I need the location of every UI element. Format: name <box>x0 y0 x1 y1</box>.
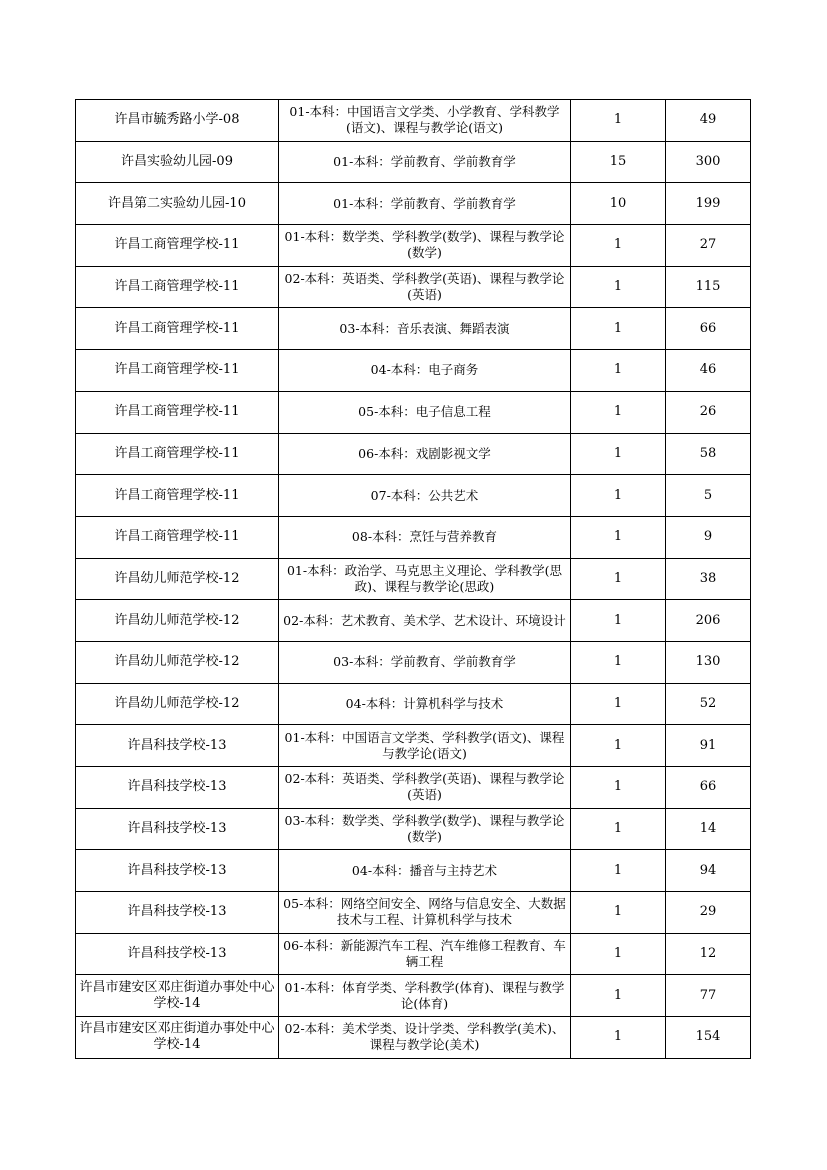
applicant-count-cell: 14 <box>666 808 751 850</box>
subject-cell: 03-本科：音乐表演、舞蹈表演 <box>279 308 571 350</box>
table-row <box>76 516 751 558</box>
applicant-count-cell: 206 <box>666 600 751 642</box>
plan-count-cell: 1 <box>571 100 666 142</box>
table-row <box>76 100 751 142</box>
subject-cell: 01-本科：政治学、马克思主义理论、学科教学(思政)、课程与教学论(思政) <box>279 558 571 600</box>
table-row <box>76 933 751 975</box>
applicant-count-cell: 58 <box>666 433 751 475</box>
school-cell: 许昌科技学校-13 <box>76 933 279 975</box>
subject-cell: 04-本科：计算机科学与技术 <box>279 683 571 725</box>
plan-count-cell: 1 <box>571 558 666 600</box>
plan-count-cell: 1 <box>571 516 666 558</box>
plan-count-cell: 1 <box>571 850 666 892</box>
applicant-count-cell: 9 <box>666 516 751 558</box>
applicant-count-cell: 46 <box>666 350 751 392</box>
applicant-count-cell: 27 <box>666 225 751 267</box>
subject-cell: 03-本科：学前教育、学前教育学 <box>279 641 571 683</box>
subject-cell: 03-本科：数学类、学科教学(数学)、课程与教学论(数学) <box>279 808 571 850</box>
table-row <box>76 725 751 767</box>
applicant-count-cell: 154 <box>666 1017 751 1059</box>
plan-count-cell: 1 <box>571 308 666 350</box>
school-cell: 许昌工商管理学校-11 <box>76 391 279 433</box>
applicant-count-cell: 29 <box>666 892 751 934</box>
school-cell: 许昌幼儿师范学校-12 <box>76 683 279 725</box>
school-cell: 许昌科技学校-13 <box>76 850 279 892</box>
school-cell: 许昌科技学校-13 <box>76 725 279 767</box>
subject-cell: 01-本科：学前教育、学前教育学 <box>279 183 571 225</box>
school-cell: 许昌幼儿师范学校-12 <box>76 558 279 600</box>
plan-count-cell: 1 <box>571 433 666 475</box>
school-cell: 许昌工商管理学校-11 <box>76 225 279 267</box>
school-cell: 许昌工商管理学校-11 <box>76 475 279 517</box>
school-cell: 许昌第二实验幼儿园-10 <box>76 183 279 225</box>
table-row <box>76 308 751 350</box>
table-row <box>76 600 751 642</box>
plan-count-cell: 1 <box>571 475 666 517</box>
school-cell: 许昌科技学校-13 <box>76 808 279 850</box>
subject-cell: 02-本科：美术学类、设计学类、学科教学(美术)、课程与教学论(美术) <box>279 1017 571 1059</box>
school-cell: 许昌科技学校-13 <box>76 892 279 934</box>
subject-cell: 06-本科：戏剧影视文学 <box>279 433 571 475</box>
applicant-count-cell: 66 <box>666 308 751 350</box>
plan-count-cell: 1 <box>571 1017 666 1059</box>
applicant-count-cell: 199 <box>666 183 751 225</box>
applicant-count-cell: 52 <box>666 683 751 725</box>
plan-count-cell: 1 <box>571 225 666 267</box>
applicant-count-cell: 94 <box>666 850 751 892</box>
plan-count-cell: 1 <box>571 266 666 308</box>
subject-cell: 05-本科：电子信息工程 <box>279 391 571 433</box>
subject-cell: 01-本科：中国语言文学类、小学教育、学科教学(语文)、课程与教学论(语文) <box>279 100 571 142</box>
table-row <box>76 975 751 1017</box>
school-cell: 许昌工商管理学校-11 <box>76 516 279 558</box>
plan-count-cell: 1 <box>571 975 666 1017</box>
subject-cell: 08-本科：烹饪与营养教育 <box>279 516 571 558</box>
school-cell: 许昌市毓秀路小学-08 <box>76 100 279 142</box>
subject-cell: 04-本科：电子商务 <box>279 350 571 392</box>
school-cell: 许昌工商管理学校-11 <box>76 350 279 392</box>
table-row <box>76 266 751 308</box>
school-cell: 许昌工商管理学校-11 <box>76 433 279 475</box>
plan-count-cell: 1 <box>571 600 666 642</box>
plan-count-cell: 1 <box>571 933 666 975</box>
applicant-count-cell: 38 <box>666 558 751 600</box>
subject-cell: 01-本科：学前教育、学前教育学 <box>279 141 571 183</box>
school-cell: 许昌科技学校-13 <box>76 767 279 809</box>
applicant-count-cell: 12 <box>666 933 751 975</box>
subject-cell: 07-本科：公共艺术 <box>279 475 571 517</box>
plan-count-cell: 10 <box>571 183 666 225</box>
table-row <box>76 225 751 267</box>
subject-cell: 04-本科：播音与主持艺术 <box>279 850 571 892</box>
subject-cell: 06-本科：新能源汽车工程、汽车维修工程教育、车辆工程 <box>279 933 571 975</box>
applicant-count-cell: 77 <box>666 975 751 1017</box>
plan-count-cell: 1 <box>571 350 666 392</box>
plan-count-cell: 1 <box>571 725 666 767</box>
table-row <box>76 767 751 809</box>
applicant-count-cell: 49 <box>666 100 751 142</box>
table-row <box>76 475 751 517</box>
plan-count-cell: 1 <box>571 641 666 683</box>
school-cell: 许昌工商管理学校-11 <box>76 266 279 308</box>
school-cell: 许昌工商管理学校-11 <box>76 308 279 350</box>
subject-cell: 01-本科：体育学类、学科教学(体育)、课程与教学论(体育) <box>279 975 571 1017</box>
table-row <box>76 808 751 850</box>
subject-cell: 01-本科：中国语言文学类、学科教学(语文)、课程与教学论(语文) <box>279 725 571 767</box>
subject-cell: 05-本科：网络空间安全、网络与信息安全、大数据技术与工程、计算机科学与技术 <box>279 892 571 934</box>
table-body <box>76 100 751 1059</box>
plan-count-cell: 1 <box>571 767 666 809</box>
table-row <box>76 391 751 433</box>
plan-count-cell: 1 <box>571 683 666 725</box>
table-row <box>76 1017 751 1059</box>
school-cell: 许昌市建安区邓庄街道办事处中心学校-14 <box>76 975 279 1017</box>
table-row <box>76 558 751 600</box>
table-row <box>76 892 751 934</box>
applicant-count-cell: 300 <box>666 141 751 183</box>
table-row <box>76 683 751 725</box>
applicant-count-cell: 91 <box>666 725 751 767</box>
applicant-count-cell: 115 <box>666 266 751 308</box>
subject-cell: 02-本科：英语类、学科教学(英语)、课程与教学论(英语) <box>279 767 571 809</box>
applicant-count-cell: 5 <box>666 475 751 517</box>
plan-count-cell: 1 <box>571 391 666 433</box>
plan-count-cell: 1 <box>571 808 666 850</box>
table-row <box>76 350 751 392</box>
table-row <box>76 850 751 892</box>
school-cell: 许昌幼儿师范学校-12 <box>76 641 279 683</box>
applicant-count-cell: 130 <box>666 641 751 683</box>
table-row <box>76 641 751 683</box>
school-cell: 许昌实验幼儿园-09 <box>76 141 279 183</box>
subject-cell: 02-本科：英语类、学科教学(英语)、课程与教学论(英语) <box>279 266 571 308</box>
subject-cell: 01-本科：数学类、学科教学(数学)、课程与教学论(数学) <box>279 225 571 267</box>
plan-count-cell: 1 <box>571 892 666 934</box>
recruitment-table <box>75 99 751 1059</box>
applicant-count-cell: 66 <box>666 767 751 809</box>
school-cell: 许昌幼儿师范学校-12 <box>76 600 279 642</box>
table-row <box>76 183 751 225</box>
plan-count-cell: 15 <box>571 141 666 183</box>
applicant-count-cell: 26 <box>666 391 751 433</box>
table-row <box>76 141 751 183</box>
table-row <box>76 433 751 475</box>
subject-cell: 02-本科：艺术教育、美术学、艺术设计、环境设计 <box>279 600 571 642</box>
school-cell: 许昌市建安区邓庄街道办事处中心学校-14 <box>76 1017 279 1059</box>
